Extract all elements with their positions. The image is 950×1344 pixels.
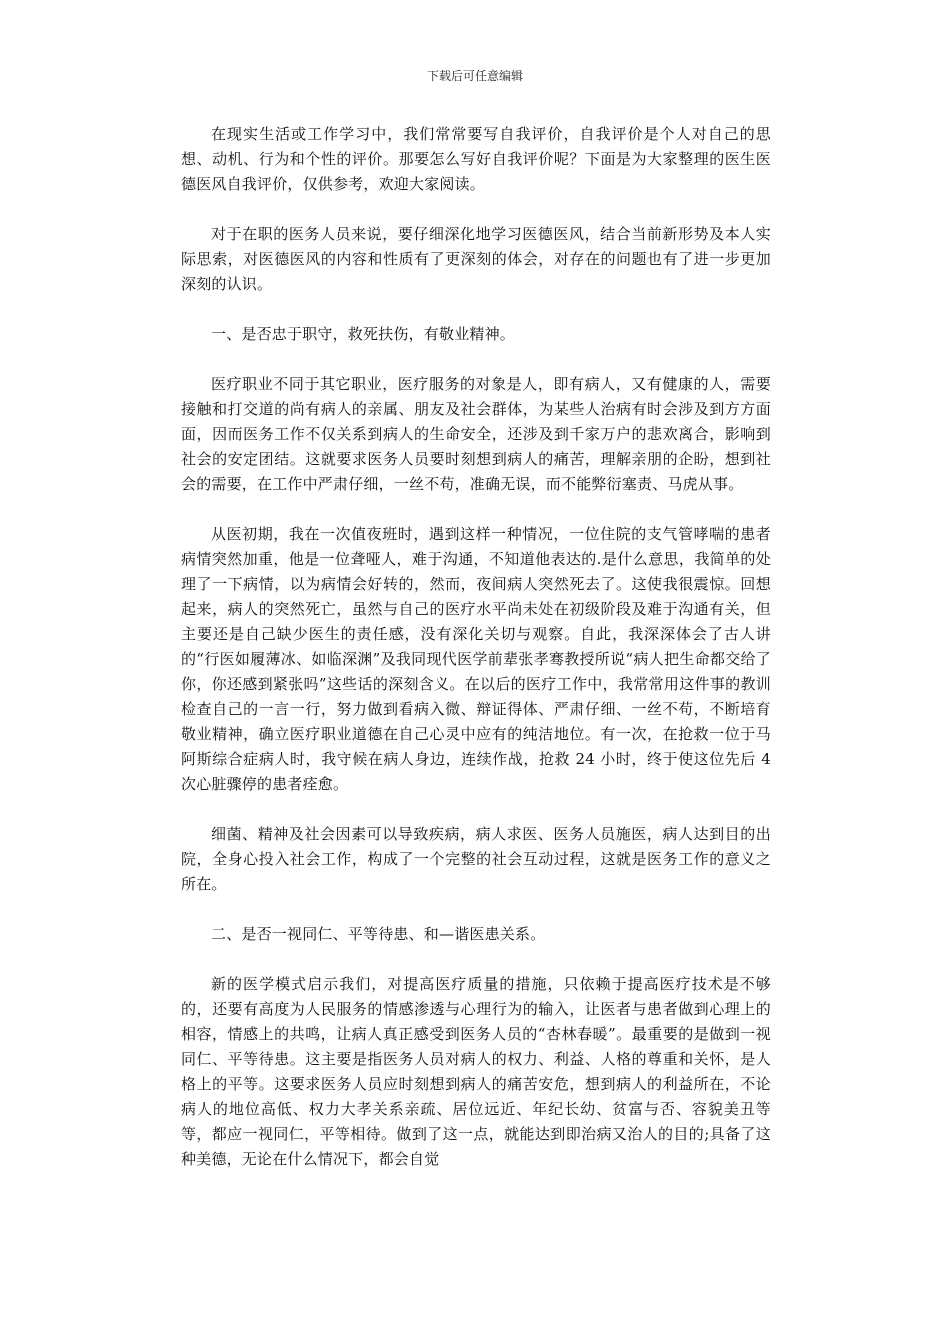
section-heading-2: 二、是否一视同仁、平等待患、和—谐医患关系。 — [211, 925, 546, 943]
section-heading-1: 一、是否忠于职守，救死扶伤，有敬业精神。 — [211, 325, 516, 343]
intro-paragraph: 在现实生活或工作学习中，我们常常要写自我评价，自我评价是个人对自己的思想、动机、行为和个性的评价。那要怎么写好自我评价呢？下面是为大家整理的医生医德医风自我评价，仅供参考，欢迎大家阅读。 — [181, 125, 771, 193]
page-header: 下载后可任意编辑 — [426, 69, 523, 83]
section-2-paragraph-1: 新的医学模式启示我们，对提高医疗质量的措施，只依赖于提高医疗技术是不够的，还要有高度为人民服务的情感渗透与心理行为的输入，让医者与患者做到心理上的相容，情感上的共鸣，让病人真正感受到医务人员的“杏林春暖”。最重要的是做到一视同仁、平等待患。这主要是指医务人员对病人的权力、利益、人格的尊重和关怀，是人格上的平等。这要求医务人员应时刻想到病人的痛苦安危，想到病人的利益所在，不论病人的地位高低、权力大孝关系亲疏、居位远近、年纪长幼、贫富与否、容貌美丑等等，都应一视同仁，平等相待。做到了这一点，就能达到即治病又治人的目的;具备了这种美德，无论在什么情况下，都会自觉 — [181, 975, 771, 1168]
section-1-paragraph-3: 细菌、精神及社会因素可以导致疾病，病人求医、医务人员施医，病人达到目的出院，全身心投入社会工作，构成了一个完整的社会互动过程，这就是医务工作的意义之所在。 — [181, 825, 771, 893]
context-paragraph: 对于在职的医务人员来说，要仔细深化地学习医德医风，结合当前新形势及本人实际思索，对医德医风的内容和性质有了更深刻的体会，对存在的问题也有了进一步更加深刻的认识。 — [181, 225, 771, 293]
document-body — [181, 122, 771, 1197]
section-1-paragraph-1: 医疗职业不同于其它职业，医疗服务的对象是人，即有病人，又有健康的人，需要接触和打交道的尚有病人的亲属、朋友及社会群体，为某些人治病有时会涉及到方方面面，因而医务工作不仅关系到病人的生命安全，还涉及到千家万户的悲欢离合，影响到社会的安定团结。这就要求医务人员要时刻想到病人的痛苦，理解亲朋的企盼，想到社会的需要，在工作中严肃仔细，一丝不苟，准确无误，而不能弊衍塞责、马虎从事。 — [181, 375, 771, 493]
section-1-paragraph-2: 从医初期，我在一次值夜班时，遇到这样一种情况，一位住院的支气管哮喘的患者病情突然加重，他是一位聋哑人，难于沟通，不知道他表达的.是什么意思，我简单的处理了一下病情，以为病情会好转的，然而，夜间病人突然死去了。这使我很震惊。回想起来，病人的突然死亡，虽然与自己的医疗水平尚未处在初级阶段及难于沟通有关，但主要还是自己缺少医生的责任感，没有深化关切与观察。自此，我深深体会了古人讲的“行医如履薄冰、如临深渊”及我同现代医学前辈张孝骞教授所说“病人把生命都交给了你，你还感到紧张吗”这些话的深刻含义。在以后的医疗工作中，我常常用这件事的教训检查自己的一言一行，努力做到看病入微、辩证得体、严肃仔细、一丝不苟，不断培育敬业精神，确立医疗职业道德在自己心灵中应有的纯洁地位。有一次，在抢救一位于马阿斯综合症病人时，我守候在病人身边，连续作战，抢救 24 小时，终于使这位先后 4 次心脏骤停的患者痊愈。 — [181, 525, 771, 793]
